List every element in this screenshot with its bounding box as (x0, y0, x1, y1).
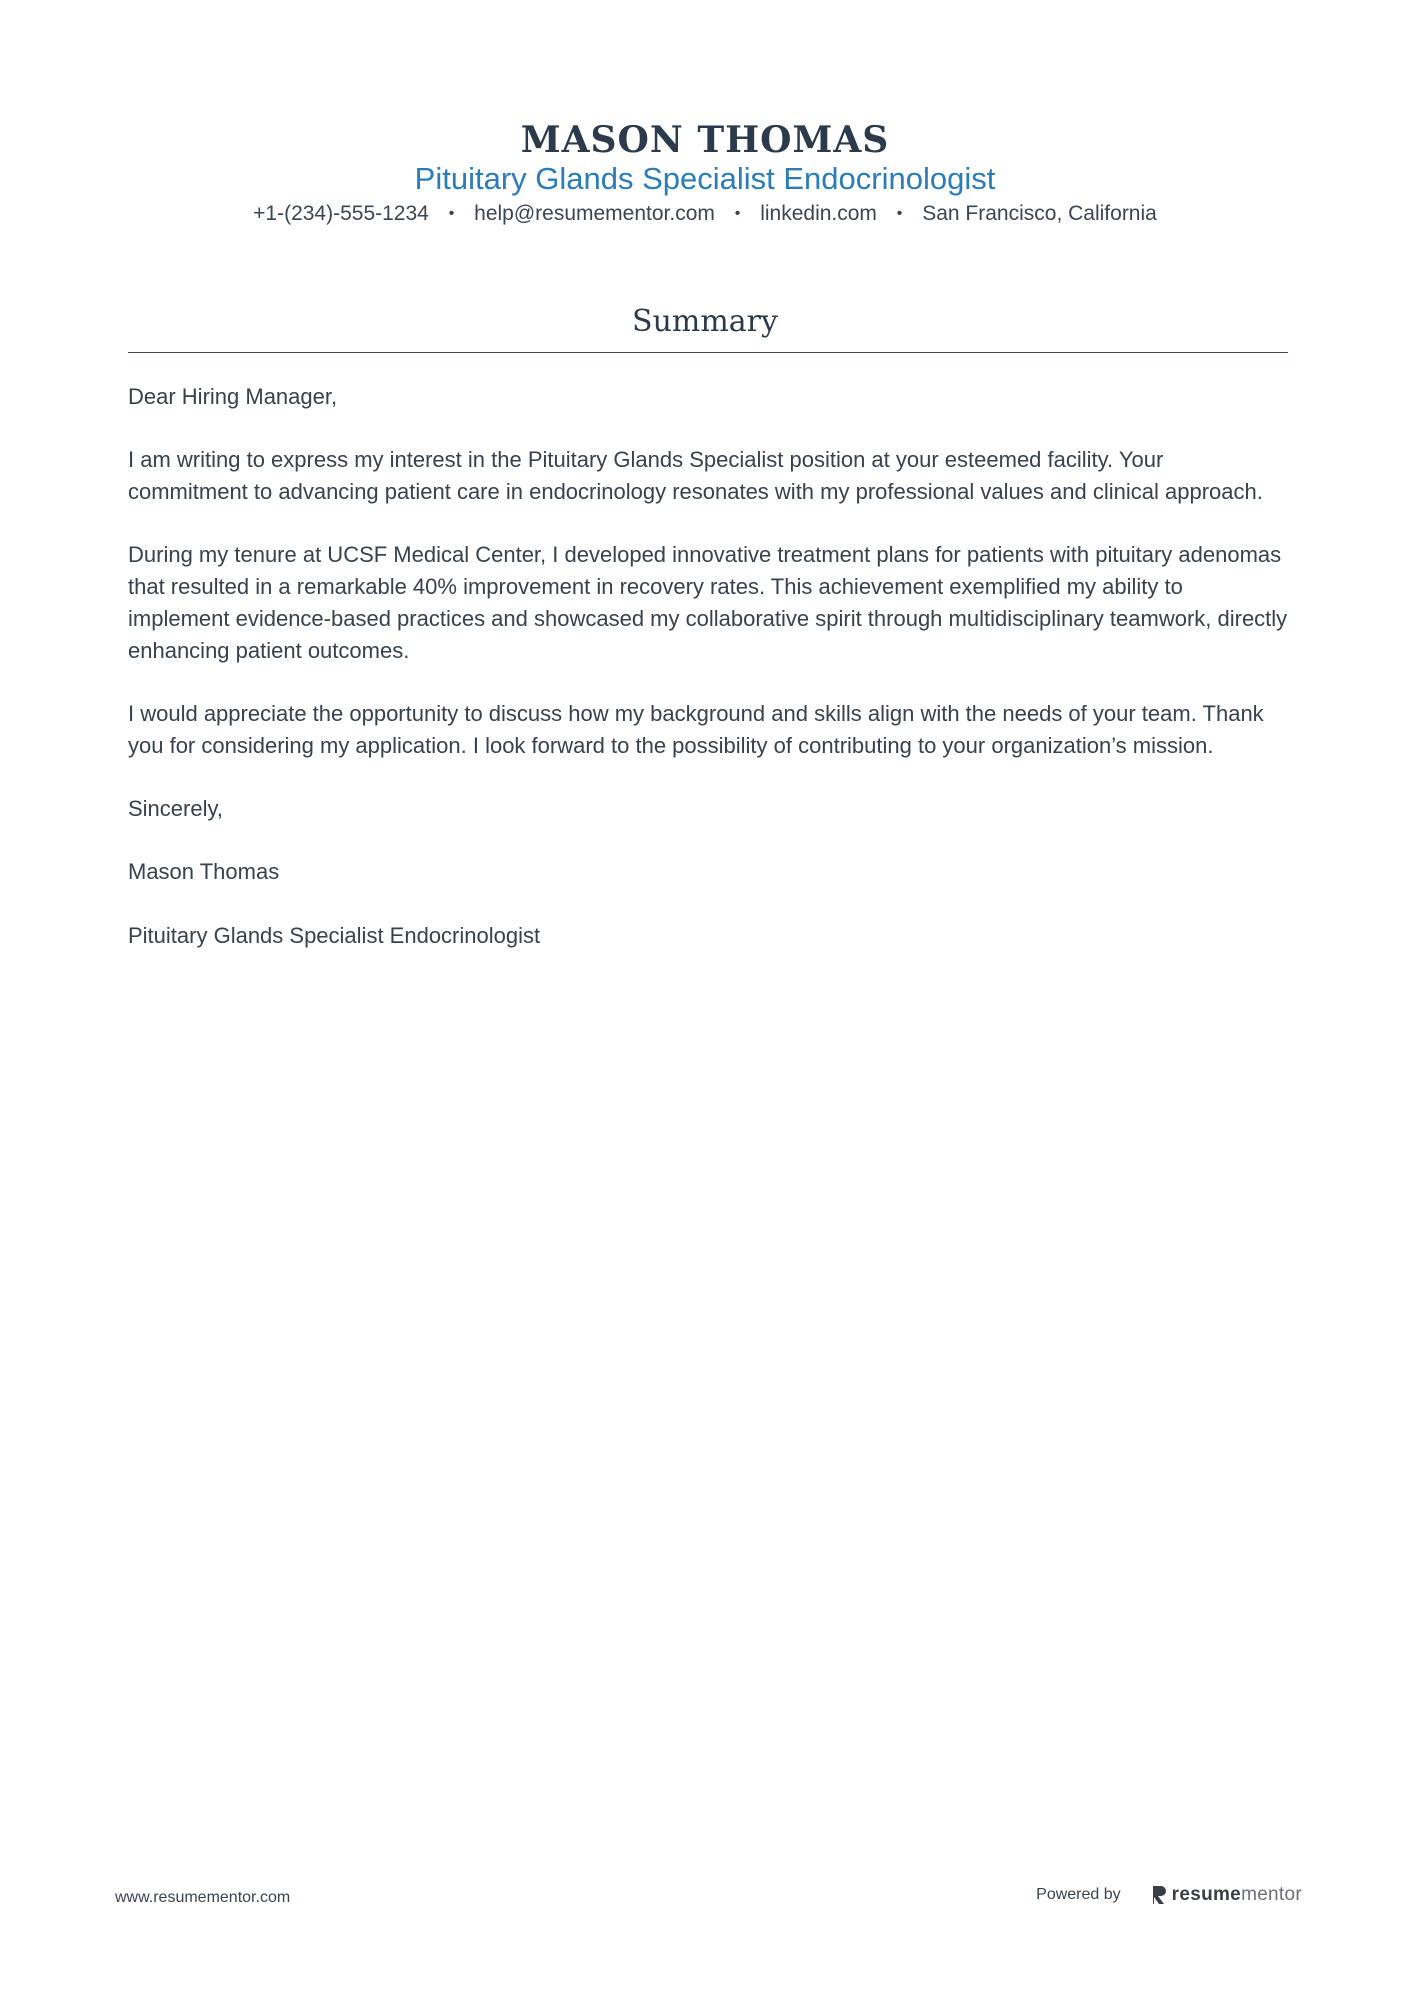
letter-closing: Sincerely, (128, 796, 223, 822)
applicant-title: Pituitary Glands Specialist Endocrinologist (414, 161, 996, 196)
footer-website: www.resumementor.com (115, 1889, 291, 1906)
logo-text-light: mentor (1241, 1884, 1302, 1905)
powered-by-label: Powered by (1036, 1886, 1121, 1903)
logo-text-bold: resume (1171, 1884, 1242, 1905)
section-title-summary: Summary (632, 304, 778, 339)
signature-title: Pituitary Glands Specialist Endocrinologist (128, 922, 541, 948)
letter-body (128, 381, 1288, 983)
signature-name: Mason Thomas (128, 859, 280, 885)
letter-paragraph: During my tenure at UCSF Medical Center, I developed innovative treatment plans for patients with pituitary adenomas that resulted in a remarkable 40% improvement in recovery rates. This achievement exemplified my ability to implement evidence-based practices and showcased my collaborative spirit through multidisciplinary teamwork, directly enhancing patient outcomes. (128, 542, 1288, 663)
resumementor-logo (1151, 1884, 1302, 1906)
contact-separator: • (896, 205, 903, 222)
contact-location: San Francisco, California (922, 202, 1157, 225)
footer-branding (1036, 1884, 1302, 1906)
letter-salutation: Dear Hiring Manager, (128, 384, 338, 409)
contact-phone: +1-(234)-555-1234 (253, 202, 429, 225)
section-divider (128, 352, 1288, 353)
resumementor-logo-icon (1151, 1884, 1167, 1906)
applicant-name: MASON THOMAS (520, 119, 890, 161)
letter-paragraph: I am writing to express my interest in the Pituitary Glands Specialist position at your esteemed facility. Your commitment to advancing patient care in endocrinology resonates with my professional values and clinical approach. (128, 447, 1263, 505)
contact-separator: • (734, 205, 741, 222)
contact-line (0, 199, 1410, 231)
contact-email: help@resumementor.com (474, 202, 715, 225)
letter-paragraph: I would appreciate the opportunity to discuss how my background and skills align with the needs of your team. Thank you for considering my application. I look forward to the possibility of contributing to your organization’s mission. (128, 700, 1264, 758)
contact-separator: • (448, 205, 455, 222)
contact-website: linkedin.com (760, 202, 877, 225)
letter-header (0, 118, 1410, 231)
